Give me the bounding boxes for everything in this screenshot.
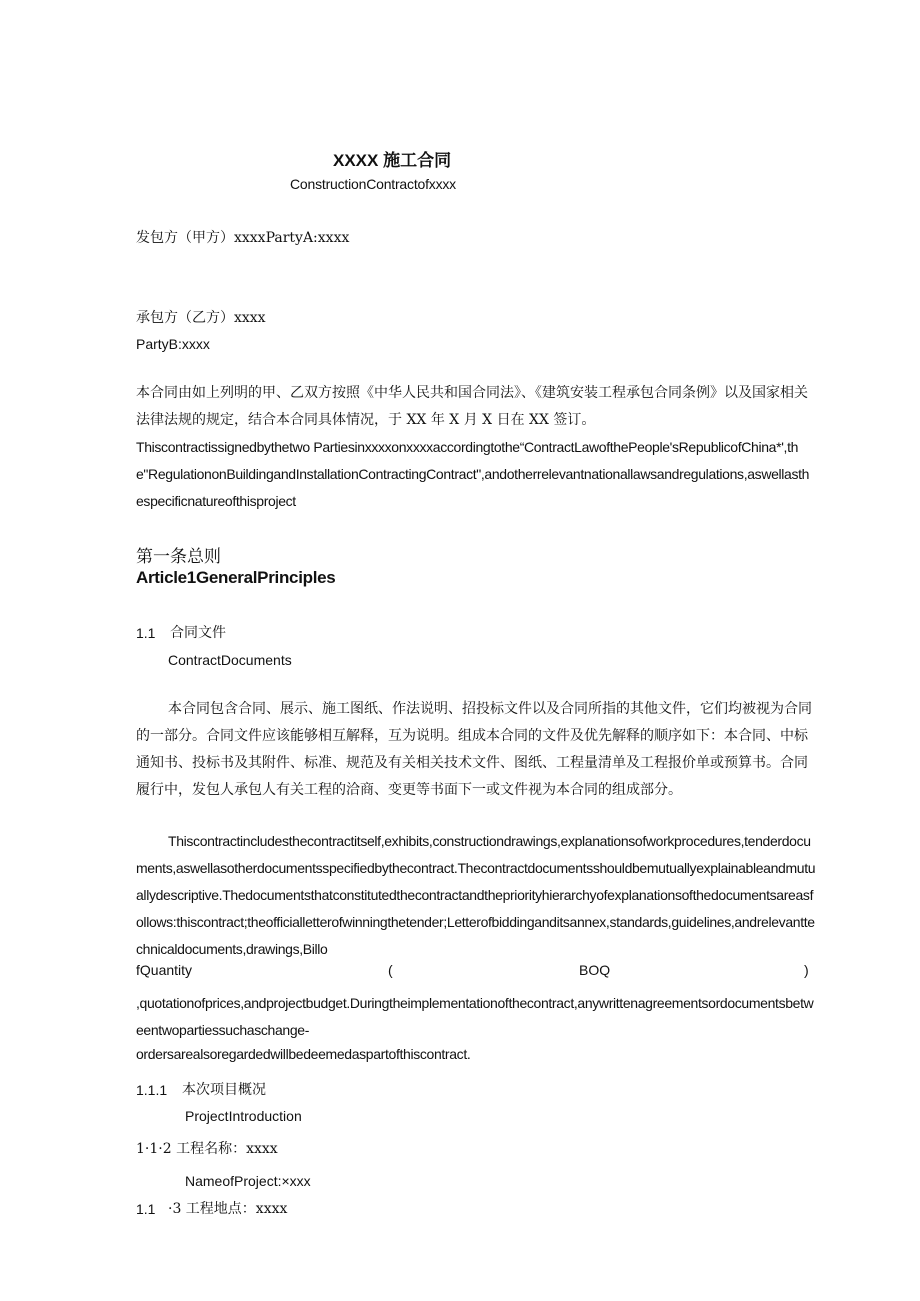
article-1-heading-en: Article1GeneralPrinciples [136, 568, 336, 587]
boq-line [136, 962, 816, 984]
boq-line-close: ) [804, 962, 809, 978]
boq-line-mid: BOQ [579, 962, 611, 978]
section-1-1-title-en: ContractDocuments [168, 652, 292, 668]
section-1-1-1-number: 1.1.1 [136, 1082, 168, 1098]
section-1-1-number: 1.1 [136, 625, 156, 641]
contract-documents-paragraph-en-end: ordersarealsoregardedwillbedeemedaspartofthiscontract. [136, 1046, 471, 1062]
section-1-1-3-number: 1.1 [136, 1201, 156, 1217]
section-1-1-1-title-en: ProjectIntroduction [185, 1108, 302, 1124]
intro-paragraph-cn: 本合同由如上列明的甲、乙双方按照《中华人民共和国合同法》、《建筑安装工程承包合同条例》以及国家相关法律法规的规定，结合本合同具体情况，于 XX 年 X 月 X 日在 XX 签订。 [136, 385, 808, 428]
boq-line-left: fQuantity [136, 962, 193, 978]
contract-documents-paragraph-en: Thiscontractincludesthecontractitself,exhibits,constructiondrawings,explanationsofworkprocedures,tenderdocuments,aswellasotherdocumentsspecifiedbythecontract.Thecontractdocumentsshouldbemutuallyexplainableandmutuallydescriptive.Thedocumentsthatconstitutedthecontractandthepriorityhierarchyofexplanationsofthedocumentsareasfollows:thiscontract;theofficialletterofwinningthetender;Letterofbiddinganditsannex,standards,guidelines,andrelevanttechnicaldocuments,drawings,Billo [136, 833, 816, 957]
article-1-heading-cn: 第一条总则 [136, 547, 221, 567]
project-location: ·3 工程地点：xxxx [168, 1201, 288, 1217]
project-name-cn: 1·1·2 工程名称：xxxx [136, 1141, 278, 1157]
contract-documents-paragraph-cn: 本合同包含合同、展示、施工图纸、作法说明、招投标文件以及合同所指的其他文件，它们均被视为合同的一部分。合同文件应该能够相互解释，互为说明。组成本合同的文件及优先解释的顺序如下：本合同、中标通知书、投标书及其附件、标准、规范及有关相关技术文件、图纸、工程量清单及工程报价单或预算书。合同履行中，发包人承包人有关工程的洽商、变更等书面下一或文件视为本合同的组成部分。 [136, 701, 812, 798]
project-name-en: NameofProject:×xxx [185, 1173, 311, 1189]
document-subtitle: ConstructionContractofxxxx [290, 176, 456, 192]
party-b-en: PartyB:xxxx [136, 336, 210, 352]
party-a: 发包方（甲方）xxxxPartyA:xxxx [136, 230, 350, 246]
intro-paragraph-en: Thiscontractissignedbythetwo Partiesinxxxxonxxxxaccordingtothe“ContractLawofthePeople'sRepublicofChina*',the"RegulationonBuildingandInstallationContractingContract",andotherrelevantnationallawsandregulations,aswellasthespecificnatureofthisproject [136, 439, 810, 509]
section-1-1-1-title-cn: 本次项目概况 [182, 1082, 266, 1098]
section-1-1-title-cn: 合同文件 [170, 625, 226, 641]
document-title: XXXX 施工合同 [333, 151, 452, 170]
contract-documents-paragraph-en-cont: ,quotationofprices,andprojectbudget.Duringtheimplementationofthecontract,anywrittenagreementsordocumentsbetweentwopartiessuchaschange- [136, 995, 814, 1038]
party-b-cn: 承包方（乙方）xxxx [136, 310, 266, 326]
boq-line-open: ( [388, 962, 393, 978]
